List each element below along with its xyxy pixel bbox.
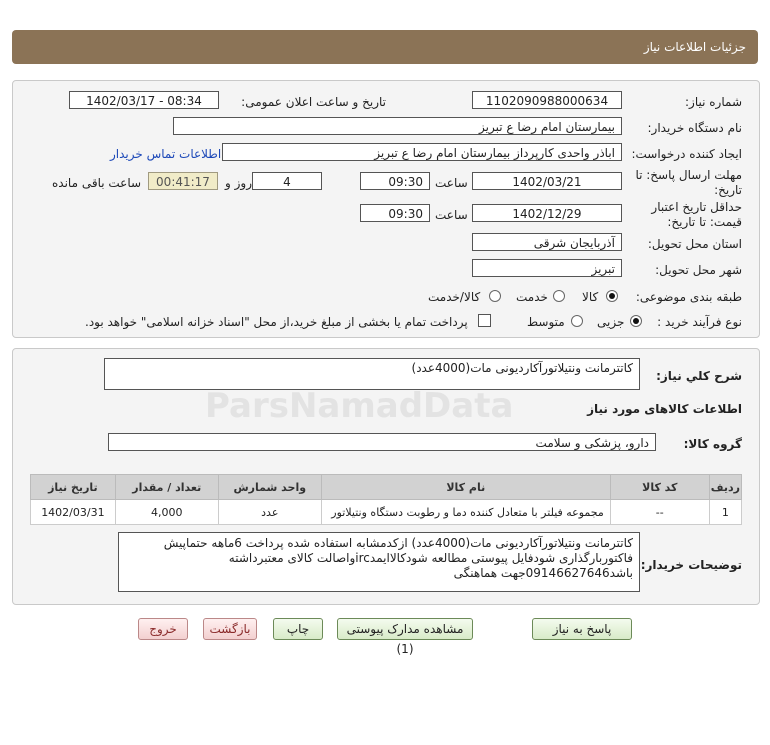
treasury-payment-checkbox[interactable] — [478, 314, 491, 327]
goods-table — [30, 474, 742, 525]
deadline-date-field: 1402/03/21 — [472, 172, 622, 190]
buyer-field: بیمارستان امام رضا ع تبریز — [173, 117, 622, 135]
cell-row: 1 — [709, 500, 741, 525]
validity-time-field: 09:30 — [360, 204, 430, 222]
cell-name: مجموعه فیلتر با متعادل کننده دما و رطوبت دستگاه ونتیلاتور — [321, 500, 610, 525]
deadline-time-label: ساعت — [435, 176, 468, 190]
process-label: نوع فرآیند خرید : — [657, 315, 742, 329]
col-name-header: نام کالا — [321, 475, 610, 500]
treasury-payment-note: پرداخت تمام یا بخشی از مبلغ خرید،از محل "اسناد خزانه اسلامی" خواهد بود. — [85, 315, 468, 329]
process-minor-label: جزیی — [597, 315, 625, 329]
buyer-notes-label: توضیحات خریدار: — [640, 558, 742, 572]
deadline-days-field: 4 — [252, 172, 322, 190]
cell-date: 1402/03/31 — [31, 500, 116, 525]
process-minor-radio[interactable] — [630, 315, 642, 327]
table-row — [31, 500, 742, 525]
goods-table-header-row — [31, 475, 742, 500]
summary-field: کاتترمانت ونتیلاتورآکاردیونی مات(4000عدد) — [104, 358, 640, 390]
announce-label: تاریخ و ساعت اعلان عمومی: — [241, 95, 386, 109]
category-service-radio[interactable] — [553, 290, 565, 302]
col-qty-header: تعداد / مقدار — [115, 475, 218, 500]
col-unit-header: واحد شمارش — [218, 475, 321, 500]
validity-date-field: 1402/12/29 — [472, 204, 622, 222]
need-number-label: شماره نیاز: — [685, 95, 742, 109]
exit-button[interactable]: خروج — [138, 618, 188, 640]
reply-button[interactable]: پاسخ به نیاز — [532, 618, 632, 640]
col-row-header: ردیف — [709, 475, 741, 500]
remaining-time-label: ساعت باقی مانده — [52, 176, 142, 190]
back-button[interactable]: بازگشت — [203, 618, 257, 640]
buyer-label: نام دستگاه خریدار: — [647, 121, 742, 135]
col-date-header: تاریخ نیاز — [31, 475, 116, 500]
cell-code: -- — [610, 500, 709, 525]
buyer-notes-line: کاتترمانت ونتیلاتورآکاردیونی مات(4000عدد) ازکدمشابه استفاده شده پرداخت 6ماهه حتماپیش — [163, 536, 633, 550]
goods-group-field: دارو، پزشکی و سلامت — [108, 433, 656, 451]
page-header — [12, 30, 758, 64]
goods-section-title: اطلاعات کالاهای مورد نیاز — [587, 402, 742, 416]
cell-qty: 4,000 — [115, 500, 218, 525]
category-label: طبقه بندی موضوعی: — [635, 290, 742, 304]
validity-time-label: ساعت — [435, 208, 468, 222]
deadline-days-label: روز و — [225, 176, 252, 190]
remaining-time-field: 00:41:17 — [148, 172, 218, 190]
category-goods-service-label: کالا/خدمت — [428, 290, 481, 304]
category-goods-label: کالا — [582, 290, 599, 304]
process-medium-label: متوسط — [527, 315, 565, 329]
province-label: استان محل تحویل: — [647, 237, 742, 251]
creator-label: ایجاد کننده درخواست: — [631, 147, 742, 161]
buyer-notes-field — [118, 532, 640, 592]
creator-field: اباذر واحدی کارپرداز بیمارستان امام رضا ع تبریز — [222, 143, 622, 161]
attachments-button[interactable]: مشاهده مدارک پیوستی (1) — [337, 618, 473, 640]
deadline-time-field: 09:30 — [360, 172, 430, 190]
city-field: تبریز — [472, 259, 622, 277]
goods-group-label: گروه کالا: — [683, 437, 742, 451]
buyer-contact-link[interactable]: اطلاعات تماس خریدار — [110, 147, 222, 161]
validity-label: حداقل تاریخ اعتبار قیمت: تا تاریخ: — [651, 200, 742, 229]
page-title: جزئیات اطلاعات نیاز — [643, 40, 746, 54]
category-goods-radio[interactable] — [606, 290, 618, 302]
process-medium-radio[interactable] — [571, 315, 583, 327]
col-code-header: کد کالا — [610, 475, 709, 500]
city-label: شهر محل تحویل: — [655, 263, 742, 277]
buyer-notes-line: باشد09146627646جهت هماهنگی — [453, 566, 633, 580]
print-button[interactable]: چاپ — [273, 618, 323, 640]
cell-unit: عدد — [218, 500, 321, 525]
deadline-label: مهلت ارسال پاسخ: تا تاریخ: — [635, 168, 742, 197]
summary-label: شرح کلي نياز: — [656, 369, 742, 383]
province-field: آذربایجان شرقی — [472, 233, 622, 251]
announce-field: 1402/03/17 - 08:34 — [69, 91, 219, 109]
category-goods-service-radio[interactable] — [489, 290, 501, 302]
buyer-notes-line: فاکتوربارگذاری شودفایل پیوستی مطالعه شودکالاایمدircواصالت کالای معتبرداشته — [228, 551, 633, 565]
category-service-label: خدمت — [516, 290, 548, 304]
need-number-field: 1102090988000634 — [472, 91, 622, 109]
